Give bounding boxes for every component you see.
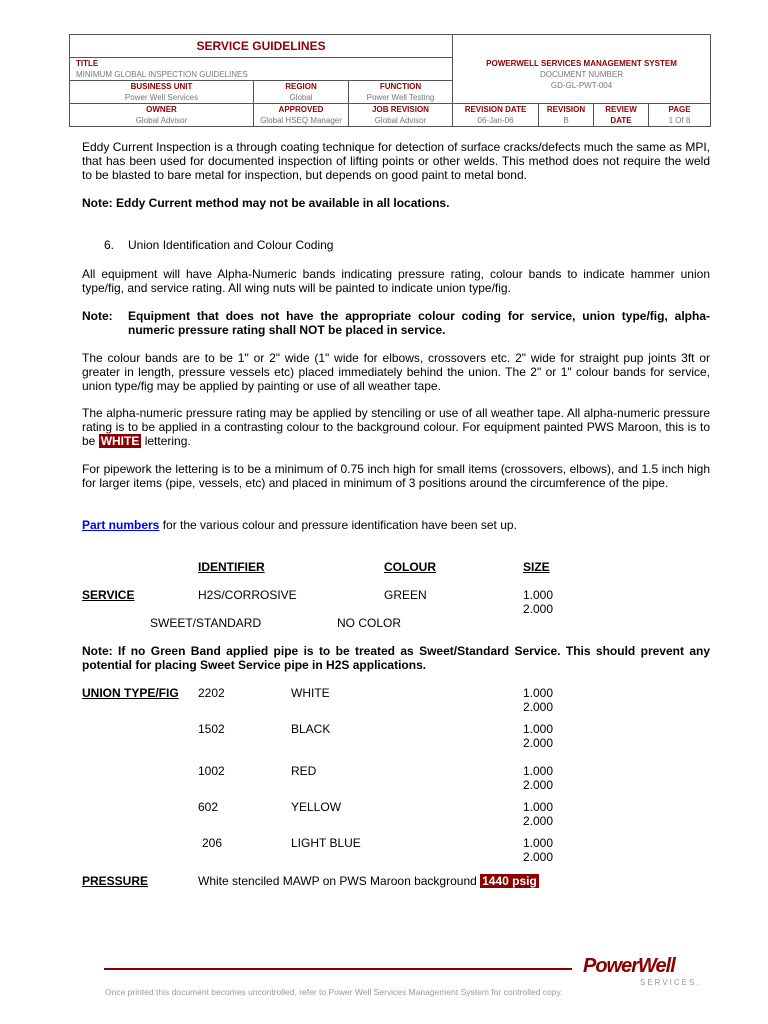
function-cell bbox=[349, 81, 453, 104]
p4-part-a: The alpha-numeric pressure rating may be applied by stenciling or use of all weather tape. All alpha-numeric pressure rating is to be applied in a contrasting colour to the background colour. For equipment painted PWS Maroon, this is to be bbox=[82, 406, 710, 448]
page-cell bbox=[649, 104, 711, 127]
paragraph-alpha-numeric-bands: All equipment will have Alpha-Numeric bands indicating pressure rating, colour bands to indicate hammer union type/fig, and service rating. All wing nuts will be painted to indicate union type/fig. bbox=[82, 267, 710, 295]
rev-label: REVISION bbox=[546, 105, 586, 114]
union-size-2: 2.000 bbox=[523, 850, 554, 864]
powerwell-logo: PowerWell bbox=[583, 955, 675, 977]
union-size-1: 1.000 bbox=[523, 722, 554, 736]
region-value: Global bbox=[289, 93, 313, 102]
jobrev-cell bbox=[349, 104, 453, 127]
pressure-label: PRESSURE bbox=[82, 874, 149, 888]
review-label: REVIEW DATE bbox=[605, 105, 637, 125]
footer-rule bbox=[104, 968, 572, 970]
col-colour: COLOUR bbox=[384, 560, 436, 574]
revdate-cell bbox=[453, 104, 539, 127]
part-numbers-link[interactable]: Part numbers bbox=[82, 518, 160, 532]
service-id: SWEET/STANDARD bbox=[150, 616, 262, 630]
paragraph-pressure-rating bbox=[82, 406, 710, 448]
union-size-2: 2.000 bbox=[523, 736, 554, 750]
section-title: Union Identification and Colour Coding bbox=[128, 238, 334, 252]
region-label: REGION bbox=[285, 82, 317, 91]
union-size-2: 2.000 bbox=[523, 700, 554, 714]
union-colour: WHITE bbox=[291, 686, 330, 700]
union-colour: YELLOW bbox=[291, 800, 342, 814]
union-size-1: 1.000 bbox=[523, 836, 554, 850]
paragraph-part-numbers bbox=[82, 518, 710, 532]
union-colour: RED bbox=[291, 764, 317, 778]
region-cell bbox=[254, 81, 349, 104]
union-size-2: 2.000 bbox=[523, 814, 554, 828]
p4-part-b: lettering. bbox=[141, 434, 191, 448]
jobrev-label: JOB REVISION bbox=[372, 105, 429, 114]
doc-title: SERVICE GUIDELINES bbox=[70, 35, 453, 58]
owner-label: OWNER bbox=[146, 105, 177, 114]
logo-subtext: SERVICES. bbox=[640, 978, 701, 987]
union-colour: LIGHT BLUE bbox=[291, 836, 361, 850]
page-value: 1 Of 8 bbox=[668, 116, 691, 125]
union-id: 2202 bbox=[198, 686, 225, 700]
approved-label: APPROVED bbox=[278, 105, 324, 114]
paragraph-eddy-current: Eddy Current Inspection is a through coating technique for detection of surface cracks/defects much the same as MPI, that has been used for documented inspection of lifting points or other welds. This method does not require the weld to be blasted to bare metal for inspection, but depends on good paint to metal bond. bbox=[82, 140, 710, 182]
paragraph-colour-bands: The colour bands are to be 1" or 2" wide (1" wide for elbows, crossovers etc. 2" wide for straight pup joints 3ft or greater in length, pressure vessels etc) placed immediately behind the union. The 2" or 1" colour bands for service, union type/fig may be applied by painting or use of all weather tape. bbox=[82, 351, 710, 393]
col-size: SIZE bbox=[523, 560, 550, 574]
review-cell bbox=[594, 104, 649, 127]
rev-cell bbox=[539, 104, 594, 127]
function-label: FUNCTION bbox=[379, 82, 422, 91]
system-name: POWERWELL SERVICES MANAGEMENT SYSTEM bbox=[486, 58, 677, 68]
service-size-1: 1.000 bbox=[523, 588, 554, 602]
union-size-1: 1.000 bbox=[523, 800, 554, 814]
section-number: 6. bbox=[104, 238, 115, 252]
revdate-value: 06-Jan-06 bbox=[477, 116, 514, 125]
union-size-1: 1.000 bbox=[523, 764, 554, 778]
docnum-value: GD-GL-PWT-004 bbox=[550, 80, 613, 90]
note-green-band: Note: If no Green Band applied pipe is to be treated as Sweet/Standard Service. This should prevent any potential for placing Sweet Service pipe in H2S applications. bbox=[82, 644, 710, 672]
union-size-1: 1.000 bbox=[523, 686, 554, 700]
col-identifier: IDENTIFIER bbox=[198, 560, 265, 574]
white-highlight: WHITE bbox=[100, 434, 140, 448]
document-header bbox=[69, 34, 711, 127]
union-id: 206 bbox=[202, 836, 223, 850]
union-label: UNION TYPE/FIG bbox=[82, 686, 179, 700]
bu-label: BUSINESS UNIT bbox=[130, 82, 193, 91]
system-cell bbox=[453, 58, 711, 104]
pressure-highlight: 1440 psig bbox=[482, 874, 537, 888]
union-id: 1502 bbox=[198, 722, 225, 736]
footer-disclaimer: Once printed this document becomes uncontrolled, refer to Power Well Services Management System for controlled copy. bbox=[105, 987, 563, 997]
service-colour: NO COLOR bbox=[337, 616, 402, 630]
owner-cell bbox=[70, 104, 254, 127]
union-colour: BLACK bbox=[291, 722, 331, 736]
title-value: MINIMUM GLOBAL INSPECTION GUIDELINES bbox=[76, 70, 248, 79]
bu-cell bbox=[70, 81, 254, 104]
page-label: PAGE bbox=[668, 105, 691, 114]
pressure-text: White stenciled MAWP on PWS Maroon background bbox=[198, 874, 481, 888]
note2-text: Equipment that does not have the appropriate colour coding for service, union type/fig, alpha-numeric pressure rating shall NOT be placed in service. bbox=[128, 309, 710, 337]
approved-cell bbox=[254, 104, 349, 127]
title-cell bbox=[70, 58, 453, 81]
note-eddy-current: Note: Eddy Current method may not be available in all locations. bbox=[82, 196, 450, 210]
title-label: TITLE bbox=[76, 59, 99, 68]
approved-value: Global HSEQ Manager bbox=[260, 116, 342, 125]
union-size-2: 2.000 bbox=[523, 778, 554, 792]
owner-value: Global Advisor bbox=[135, 116, 188, 125]
revdate-label: REVISION DATE bbox=[464, 105, 527, 114]
docnum-label: DOCUMENT NUMBER bbox=[540, 69, 623, 79]
bu-value: Power Well Services bbox=[124, 93, 199, 102]
service-colour: GREEN bbox=[384, 588, 427, 602]
function-value: Power Well Testing bbox=[366, 93, 435, 102]
jobrev-value: Global Advisor bbox=[374, 116, 427, 125]
union-id: 1002 bbox=[198, 764, 225, 778]
union-id: 602 bbox=[198, 800, 219, 814]
note2-label: Note: bbox=[82, 309, 113, 323]
pressure-line bbox=[198, 874, 539, 888]
paragraph-pipework-lettering: For pipework the lettering is to be a minimum of 0.75 inch high for small items (crossovers, elbows), and 1.5 inch high for larger items (pipe, vessels, etc) and placed in minimum of 3 positions around the circumference of the pipe. bbox=[82, 462, 710, 490]
service-label: SERVICE bbox=[82, 588, 135, 602]
service-size-2: 2.000 bbox=[523, 602, 554, 616]
part-numbers-rest: for the various colour and pressure identification have been set up. bbox=[159, 518, 517, 532]
service-id: H2S/CORROSIVE bbox=[198, 588, 297, 602]
rev-value: B bbox=[563, 116, 569, 125]
